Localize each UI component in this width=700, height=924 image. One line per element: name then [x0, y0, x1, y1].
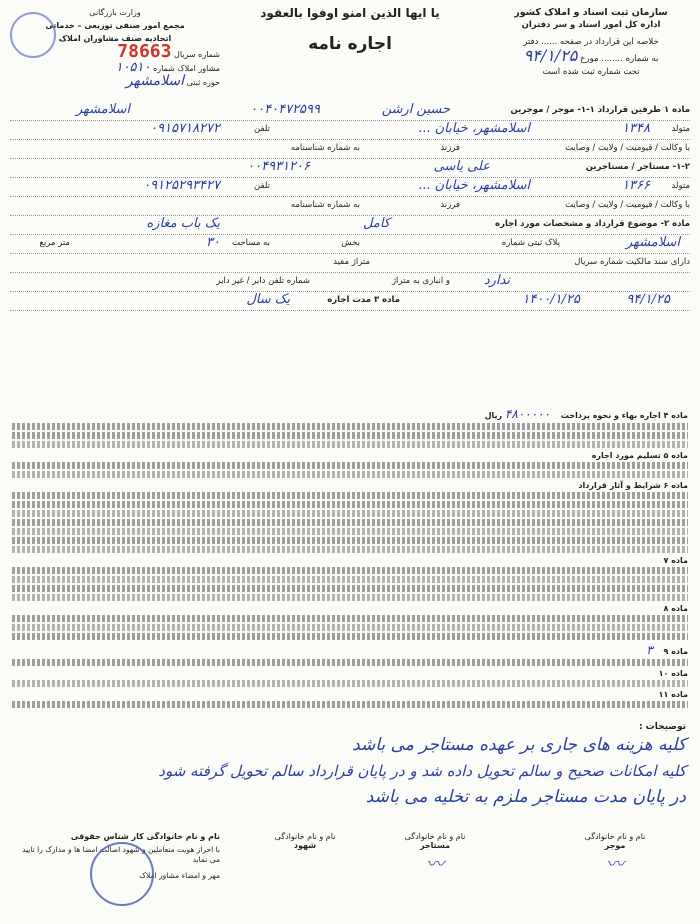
- area-value: ۳۰: [206, 235, 220, 250]
- tenant-phone-label: تلفن: [254, 181, 270, 191]
- location-row: [10, 235, 690, 254]
- tenant-birth-label: متولد: [671, 181, 690, 191]
- parking-value: ندارد: [483, 273, 510, 288]
- rent-value: ۴۸۰۰۰۰۰: [504, 407, 551, 421]
- clause-text-line: [12, 615, 688, 622]
- tenant-sig-label: نام و نام خانوادگی: [404, 832, 466, 841]
- clause-text-line: [12, 528, 688, 535]
- tenant-name: علی یاسی: [433, 159, 490, 174]
- tenant-nid: ۰۰۴۹۳۱۲۰۶: [247, 159, 310, 174]
- lessor-nid: ۰۰۴۰۴۷۲۵۹۹: [250, 102, 320, 117]
- header-right: [496, 6, 686, 79]
- article10-head: ماده ۱۰: [658, 669, 688, 678]
- article9-label: ماده ۹: [663, 647, 688, 656]
- lessor-row-1: [10, 102, 690, 121]
- tenant-sig-role: مستاجر: [419, 841, 451, 850]
- property-use: کامل: [363, 216, 390, 231]
- tenant-signature-block: [380, 832, 490, 876]
- clause-text-line: [12, 441, 688, 448]
- end-date: ۹۴/۱/۲۵: [626, 292, 670, 307]
- tenant-row-2: [10, 178, 690, 197]
- registered-note: تحت شماره ثبت شده است: [542, 67, 640, 77]
- registration-row: به شماره ........ مورخ ۹۴/۱/۲۵: [523, 46, 659, 65]
- date-label: مورخ: [580, 54, 599, 64]
- phone-label: تلفن: [254, 124, 270, 134]
- signatures-section: [10, 832, 690, 922]
- witness-signature-block: [250, 832, 360, 850]
- plate-label: پلاک ثبتی شماره: [501, 238, 560, 248]
- term-value: یک سال: [246, 292, 290, 307]
- zone-row: [10, 75, 220, 89]
- clause-text-line: [12, 510, 688, 517]
- article1-label: ماده ۱ طرفین قرارداد ۱-۱- موجر / موجرین: [510, 105, 690, 115]
- witness-sig-role: شهود: [293, 841, 317, 850]
- article9-head: [12, 643, 688, 657]
- lessor-address: اسلامشهر، خیابان ...: [418, 121, 530, 136]
- tenant-agency-line: با وکالت / قیومیت / ولایت / وصایت: [565, 200, 690, 210]
- header-center: [230, 6, 470, 54]
- agency-footer: مهر و امضاء مشاور املاک: [139, 871, 220, 880]
- union-stamp-icon: [10, 12, 56, 58]
- deed-label: دارای سند مالکیت شماره سریال: [574, 257, 690, 267]
- witness-sig-label: نام و نام خانوادگی: [274, 832, 336, 841]
- date-value: ۹۴/۱/۲۵: [523, 46, 578, 65]
- agency-row: [10, 61, 220, 75]
- article2-label: ماده ۲- موضوع قرارداد و مشخصات مورد اجاره: [495, 219, 690, 229]
- area-label: به مساحت: [232, 238, 270, 248]
- agency-stamp-icon: [90, 842, 154, 906]
- agent-note: با احراز هویت متعاملین و شهود اصالت امضا ها و مدارک را تایید می نماید: [22, 845, 220, 864]
- clause-text-line: [12, 432, 688, 439]
- clause-text-line: [12, 462, 688, 469]
- summary-label: خلاصه این قرارداد در صفحه: [560, 37, 659, 47]
- agency-line: با وکالت / قیومیت / ولایت / وصایت: [565, 143, 690, 153]
- article8-head: ماده ۸: [663, 604, 688, 613]
- tenant-row-1: [10, 159, 690, 178]
- tenant-label: ۱-۲- مستاجر / مستاجرین: [585, 162, 690, 172]
- meter-label: متر مربع: [39, 238, 70, 248]
- article4-label: ماده ۴ اجاره بهاء و نحوه پرداخت: [560, 411, 688, 420]
- phone-line-label: شماره تلفن دایر / غیر دایر: [216, 276, 310, 286]
- tenant-son-label: فرزند: [440, 200, 460, 210]
- agency-label: مشاور املاک شماره: [153, 64, 220, 73]
- birth-label: متولد: [671, 124, 690, 134]
- deed-row: [10, 254, 690, 273]
- copies-value: ۳: [646, 643, 653, 657]
- book-label: دفتر: [523, 37, 539, 47]
- clause-text-line: [12, 501, 688, 508]
- notes-section: [14, 722, 686, 832]
- start-date: ۱۴۰۰/۱/۲۵: [522, 292, 580, 307]
- clause-text-line: [12, 659, 688, 666]
- clause-text-line: [12, 546, 688, 553]
- zone-value: اسلامشهر: [125, 73, 185, 89]
- clause-text-line: [12, 537, 688, 544]
- lessor-birth: ۱۳۴۸: [622, 121, 650, 136]
- summary-row: خلاصه این قرارداد در صفحه ...... دفتر: [523, 37, 659, 47]
- reg-label: به شماره: [625, 54, 659, 64]
- note-line-1: کلیه هزینه های جاری بر عهده مستاجر می باشد: [352, 735, 686, 755]
- clause-text-line: [12, 594, 688, 601]
- lessor-sig-role: موجر: [604, 841, 626, 850]
- storage-label: و انباری به متراژ: [391, 276, 450, 286]
- article4-head: [12, 407, 688, 421]
- lessor-row-2: [10, 121, 690, 140]
- clause-text-line: [12, 633, 688, 640]
- clause-text-line: [12, 576, 688, 583]
- clause-text-line: [12, 585, 688, 592]
- nid-label: به شماره شناسنامه: [290, 143, 360, 153]
- floor-label: متراژ مفید: [333, 257, 370, 267]
- org-name: سازمان ثبت اسناد و املاک کشور: [514, 7, 668, 18]
- clause-text-line: [12, 624, 688, 631]
- document-title: اجاره نامه: [308, 34, 392, 54]
- tenant-phone: ۰۹۱۲۵۲۹۳۴۲۷: [143, 178, 220, 193]
- article11-head: ماده ۱۱: [658, 690, 688, 699]
- agency-line-row: [10, 140, 690, 159]
- tenant-agency-row: [10, 197, 690, 216]
- notes-label: توضیحات :: [638, 722, 686, 732]
- clause-text-line: [12, 701, 688, 708]
- clause-text-line: [12, 471, 688, 478]
- serial-number: 78663: [117, 41, 172, 62]
- lessor-signature-icon: 〰: [606, 854, 624, 875]
- note-line-2: کلیه امکانات صحیح و سالم تحویل داده شد و در پایان قرارداد سالم تحویل گرفته شود: [158, 762, 686, 780]
- son-label: فرزند: [440, 143, 460, 153]
- lessor-phone: ۰۹۱۵۷۱۸۲۷۲: [150, 121, 220, 136]
- dept-name: اداره کل امور اسناد و سر دفتران: [521, 20, 661, 30]
- lessor-name: حسین ارشن: [381, 102, 450, 117]
- article3-label: ماده ۳ مدت اجاره: [327, 295, 400, 305]
- tenant-signature-icon: 〰: [426, 854, 444, 875]
- lessor-issued: اسلامشهر: [76, 102, 130, 117]
- tenant-nid-label: به شماره شناسنامه: [290, 200, 360, 210]
- article7-head: ماده ۷: [663, 556, 688, 565]
- tenant-birth: ۱۳۶۶: [622, 178, 650, 193]
- article3-row: [10, 292, 690, 311]
- note-line-3: در پایان مدت مستاجر ملزم به تخلیه می باشد: [365, 787, 686, 807]
- clause-text-line: [12, 519, 688, 526]
- union-office: مجمع امور صنفی توزیعی – خدماتی: [45, 21, 185, 30]
- lessor-sig-label: نام و نام خانوادگی: [584, 832, 646, 841]
- article2-row: [10, 216, 690, 235]
- agent-sig-label: نام و نام خانوادگی کار شناس حقوقی: [70, 832, 220, 841]
- header-left: [10, 6, 220, 89]
- clause-text-line: [12, 423, 688, 430]
- tenant-address: اسلامشهر، خیابان ...: [418, 178, 530, 193]
- article5-head: ماده ۵ تسلیم مورد اجاره: [591, 451, 688, 460]
- article6-head: ماده ۶ شرایط و آثار قرارداد: [578, 481, 688, 490]
- property-location: اسلامشهر: [626, 235, 680, 250]
- ministry-name: وزارت بازرگانی: [89, 8, 141, 17]
- section-label: بخش: [341, 238, 360, 248]
- amenities-row: [10, 273, 690, 292]
- clause-text-line: [12, 492, 688, 499]
- property-desc: یک باب مغازه: [146, 216, 220, 231]
- header-verse: یا ایها الذین امنو اوفوا بالعقود: [260, 6, 440, 20]
- rent-unit: ریال: [484, 411, 503, 420]
- clause-text-line: [12, 680, 688, 687]
- serial-label: شماره سریال: [174, 50, 220, 59]
- lessor-signature-block: [560, 832, 670, 876]
- clause-text-line: [12, 567, 688, 574]
- contract-form: [10, 102, 690, 402]
- agency-number: ۱۰۵۱۰: [115, 60, 151, 75]
- union-name: اتحادیه صنف مشاوران املاک: [58, 34, 172, 43]
- zone-label: حوزه ثبتی: [186, 78, 220, 87]
